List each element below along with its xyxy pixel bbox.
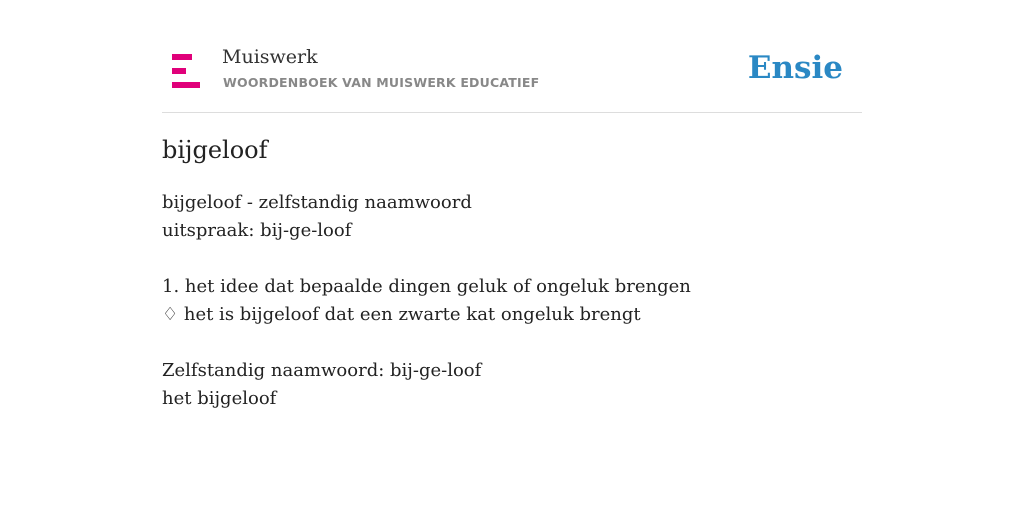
blank-line (162, 329, 862, 357)
site-header (162, 40, 862, 113)
hyphenation-line: Zelfstandig naamwoord: bij-ge-loof (162, 360, 482, 381)
page-title: bijgeloof (162, 136, 268, 164)
blank-line (162, 245, 862, 273)
ensie-logo-link[interactable]: Ensie (747, 50, 843, 86)
brand-subtitle: WOORDENBOEK VAN MUISWERK EDUCATIEF (223, 75, 540, 90)
article-line: het bijgeloof (162, 388, 277, 409)
muiswerk-logo-icon[interactable] (172, 54, 200, 88)
word-type-line: bijgeloof - zelfstandig naamwoord (162, 192, 472, 213)
brand-name[interactable]: Muiswerk (222, 46, 318, 68)
entry-definition (162, 189, 862, 413)
definition-line: 1. het idee dat bepaalde dingen geluk of ongeluk brengen (162, 276, 691, 297)
example-line: ♢ het is bijgeloof dat een zwarte kat ongeluk brengt (162, 304, 641, 325)
pronunciation-line: uitspraak: bij-ge-loof (162, 220, 352, 241)
